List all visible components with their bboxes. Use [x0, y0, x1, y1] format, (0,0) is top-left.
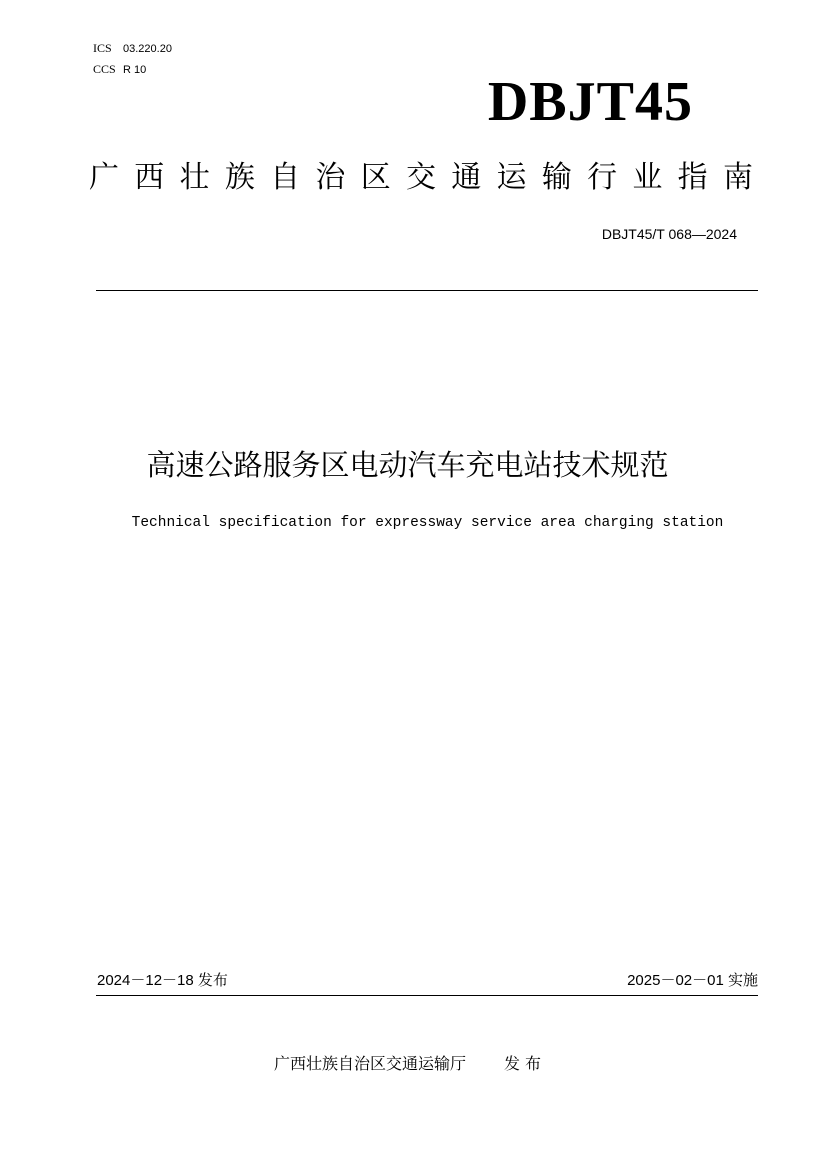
standard-number: DBJT45/T 068—2024 [601, 226, 737, 242]
ccs-value: R 10 [123, 64, 147, 76]
ccs-code [93, 61, 146, 79]
ics-label: ICS [93, 41, 112, 55]
document-title-zh: 高速公路服务区电动汽车充电站技术规范 [146, 448, 669, 482]
issue-date: 2024－12－18 发布 [97, 972, 228, 989]
standard-category: 广 西 壮 族 自 治 区 交 通 运 输 行 业 指 南 [89, 160, 753, 195]
publisher-line [0, 1052, 815, 1076]
ics-value: 03.220.20 [123, 43, 172, 55]
standard-logo: DBJT45 [487, 71, 693, 133]
publisher-name: 广西壮族自治区交通运输厅 [273, 1054, 466, 1073]
implementation-date: 2025－02－01 实施 [627, 972, 758, 989]
bottom-divider [96, 995, 758, 996]
publish-action: 发 布 [503, 1054, 542, 1073]
document-title-en: Technical specification for expressway service area charging station [131, 515, 724, 531]
ccs-label: CCS [93, 62, 116, 76]
ics-code [93, 40, 172, 58]
top-divider [96, 290, 758, 291]
